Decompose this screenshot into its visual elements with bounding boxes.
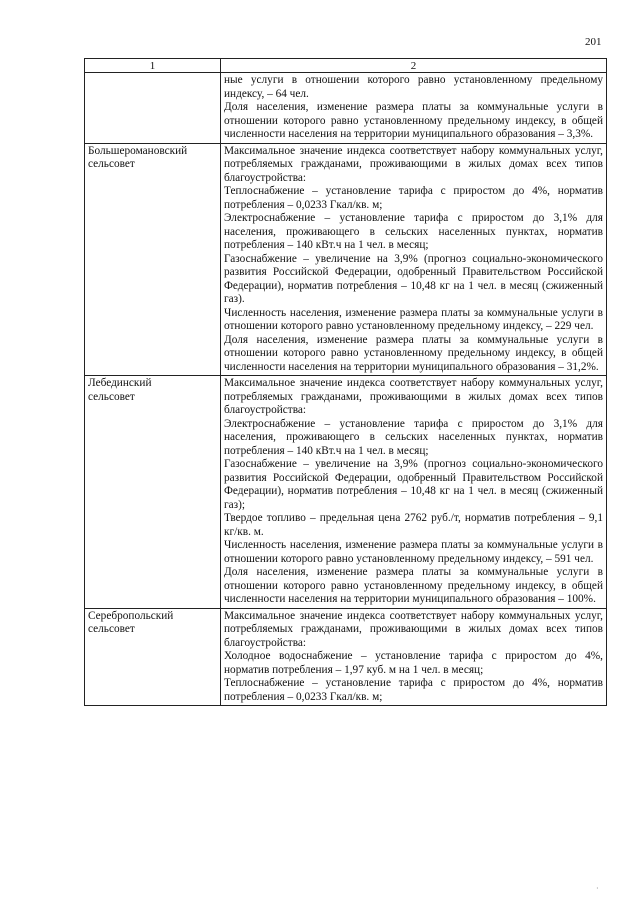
paragraph: Газоснабжение – увеличение на 3,9% (прогноз социально-экономического развития Российской Федерации, одобренный Правительством Российской Федерации), норматив потребления – 10,48 кг на 1 чел. в месяц (сжиженный газ). xyxy=(224,252,603,305)
paragraph: Доля населения, изменение размера платы за коммунальные услуги в отношении которого равно установленному предельному индексу, в общей численности населения на территории муниципального образования – 3,3%. xyxy=(224,101,603,140)
paragraph: Газоснабжение – увеличение на 3,9% (прогноз социально-экономического развития Российской Федерации, одобренный Правительством Российской Федерации), норматив потребления – 10,48 кг на 1 чел. в месяц (сжиженный газ); xyxy=(224,458,603,511)
municipality-name-cell xyxy=(85,143,221,376)
municipality-name-line: сельсовет xyxy=(88,390,135,403)
column-header-1: 1 xyxy=(85,59,221,73)
index-description-cell xyxy=(221,376,607,609)
municipality-name-cell xyxy=(85,376,221,609)
paragraph: ные услуги в отношении которого равно установленному предельному индексу, – 64 чел. xyxy=(224,74,603,100)
table-row xyxy=(85,376,607,609)
municipality-name-line: сельсовет xyxy=(88,623,135,635)
municipality-name-cell xyxy=(85,73,221,144)
municipality-name-line: сельсовет xyxy=(88,158,135,170)
municipality-name-line: Большеромановский xyxy=(88,144,188,157)
paragraph: Холодное водоснабжение – установление тарифа с приростом до 4%, норматив потребления – 1,97 куб. м на 1 чел. в месяц; xyxy=(224,650,603,676)
table-row xyxy=(85,608,607,706)
municipality-name-line: Серебропольский xyxy=(88,609,174,622)
index-description-cell xyxy=(221,73,607,144)
table-row xyxy=(85,143,607,376)
municipality-name-line: Лебединский xyxy=(88,377,152,389)
page-number: 201 xyxy=(585,36,602,48)
paragraph: Доля населения, изменение размера платы за коммунальные услуги в отношении которого равно установленному предельному индексу, в общей численности населения на территории муниципального образования – 100%. xyxy=(224,566,603,605)
table-row xyxy=(85,73,607,144)
column-header-2: 2 xyxy=(221,59,607,73)
paragraph: Максимальное значение индекса соответствует набору коммунальных услуг, потребляемых гражданами, проживающими в жилых домах всех типов благоустройства: xyxy=(224,144,603,184)
paragraph: Доля населения, изменение размера платы за коммунальные услуги в отношении которого равно установленному предельному индексу, в общей численности населения на территории муниципального образования – 31,2%. xyxy=(224,333,603,373)
municipality-name-cell xyxy=(85,608,221,706)
municipal-services-table xyxy=(84,58,607,706)
paragraph: Численность населения, изменение размера платы за коммунальные услуги в отношении которого равно установленному предельному индексу, – 591 чел. xyxy=(224,539,603,565)
paragraph: Твердое топливо – предельная цена 2762 руб./т, норматив потребления – 9,1 кг/кв. м. xyxy=(224,512,603,538)
index-description-cell xyxy=(221,143,607,376)
scan-speck: · xyxy=(596,884,599,893)
paragraph: Электроснабжение – установление тарифа с приростом до 3,1% для населения, проживающего в сельских населенных пунктах, норматив потребления – 140 кВт.ч на 1 чел. в месяц; xyxy=(224,417,603,457)
index-description-cell xyxy=(221,608,607,706)
table-header-row xyxy=(85,59,607,73)
paragraph: Теплоснабжение – установление тарифа с приростом до 4%, норматив потребления – 0,0233 Гкал/кв. м; xyxy=(224,677,603,703)
paragraph: Теплоснабжение – установление тарифа с приростом до 4%, норматив потребления – 0,0233 Гкал/кв. м; xyxy=(224,185,603,211)
paragraph: Численность населения, изменение размера платы за коммунальные услуги в отношении которого равно установленному предельному индексу, – 229 чел. xyxy=(224,306,603,332)
paragraph: Электроснабжение – установление тарифа с приростом до 3,1% для населения, проживающего в сельских населенных пунктах, норматив потребления – 140 кВт.ч на 1 чел. в месяц; xyxy=(224,212,603,251)
paragraph: Максимальное значение индекса соответствует набору коммунальных услуг, потребляемых гражданами, проживающими в жилых домах всех типов благоустройства: xyxy=(224,609,603,649)
paragraph: Максимальное значение индекса соответствует набору коммунальных услуг, потребляемых гражданами, проживающими в жилых домах всех типов благоустройства: xyxy=(224,377,603,416)
